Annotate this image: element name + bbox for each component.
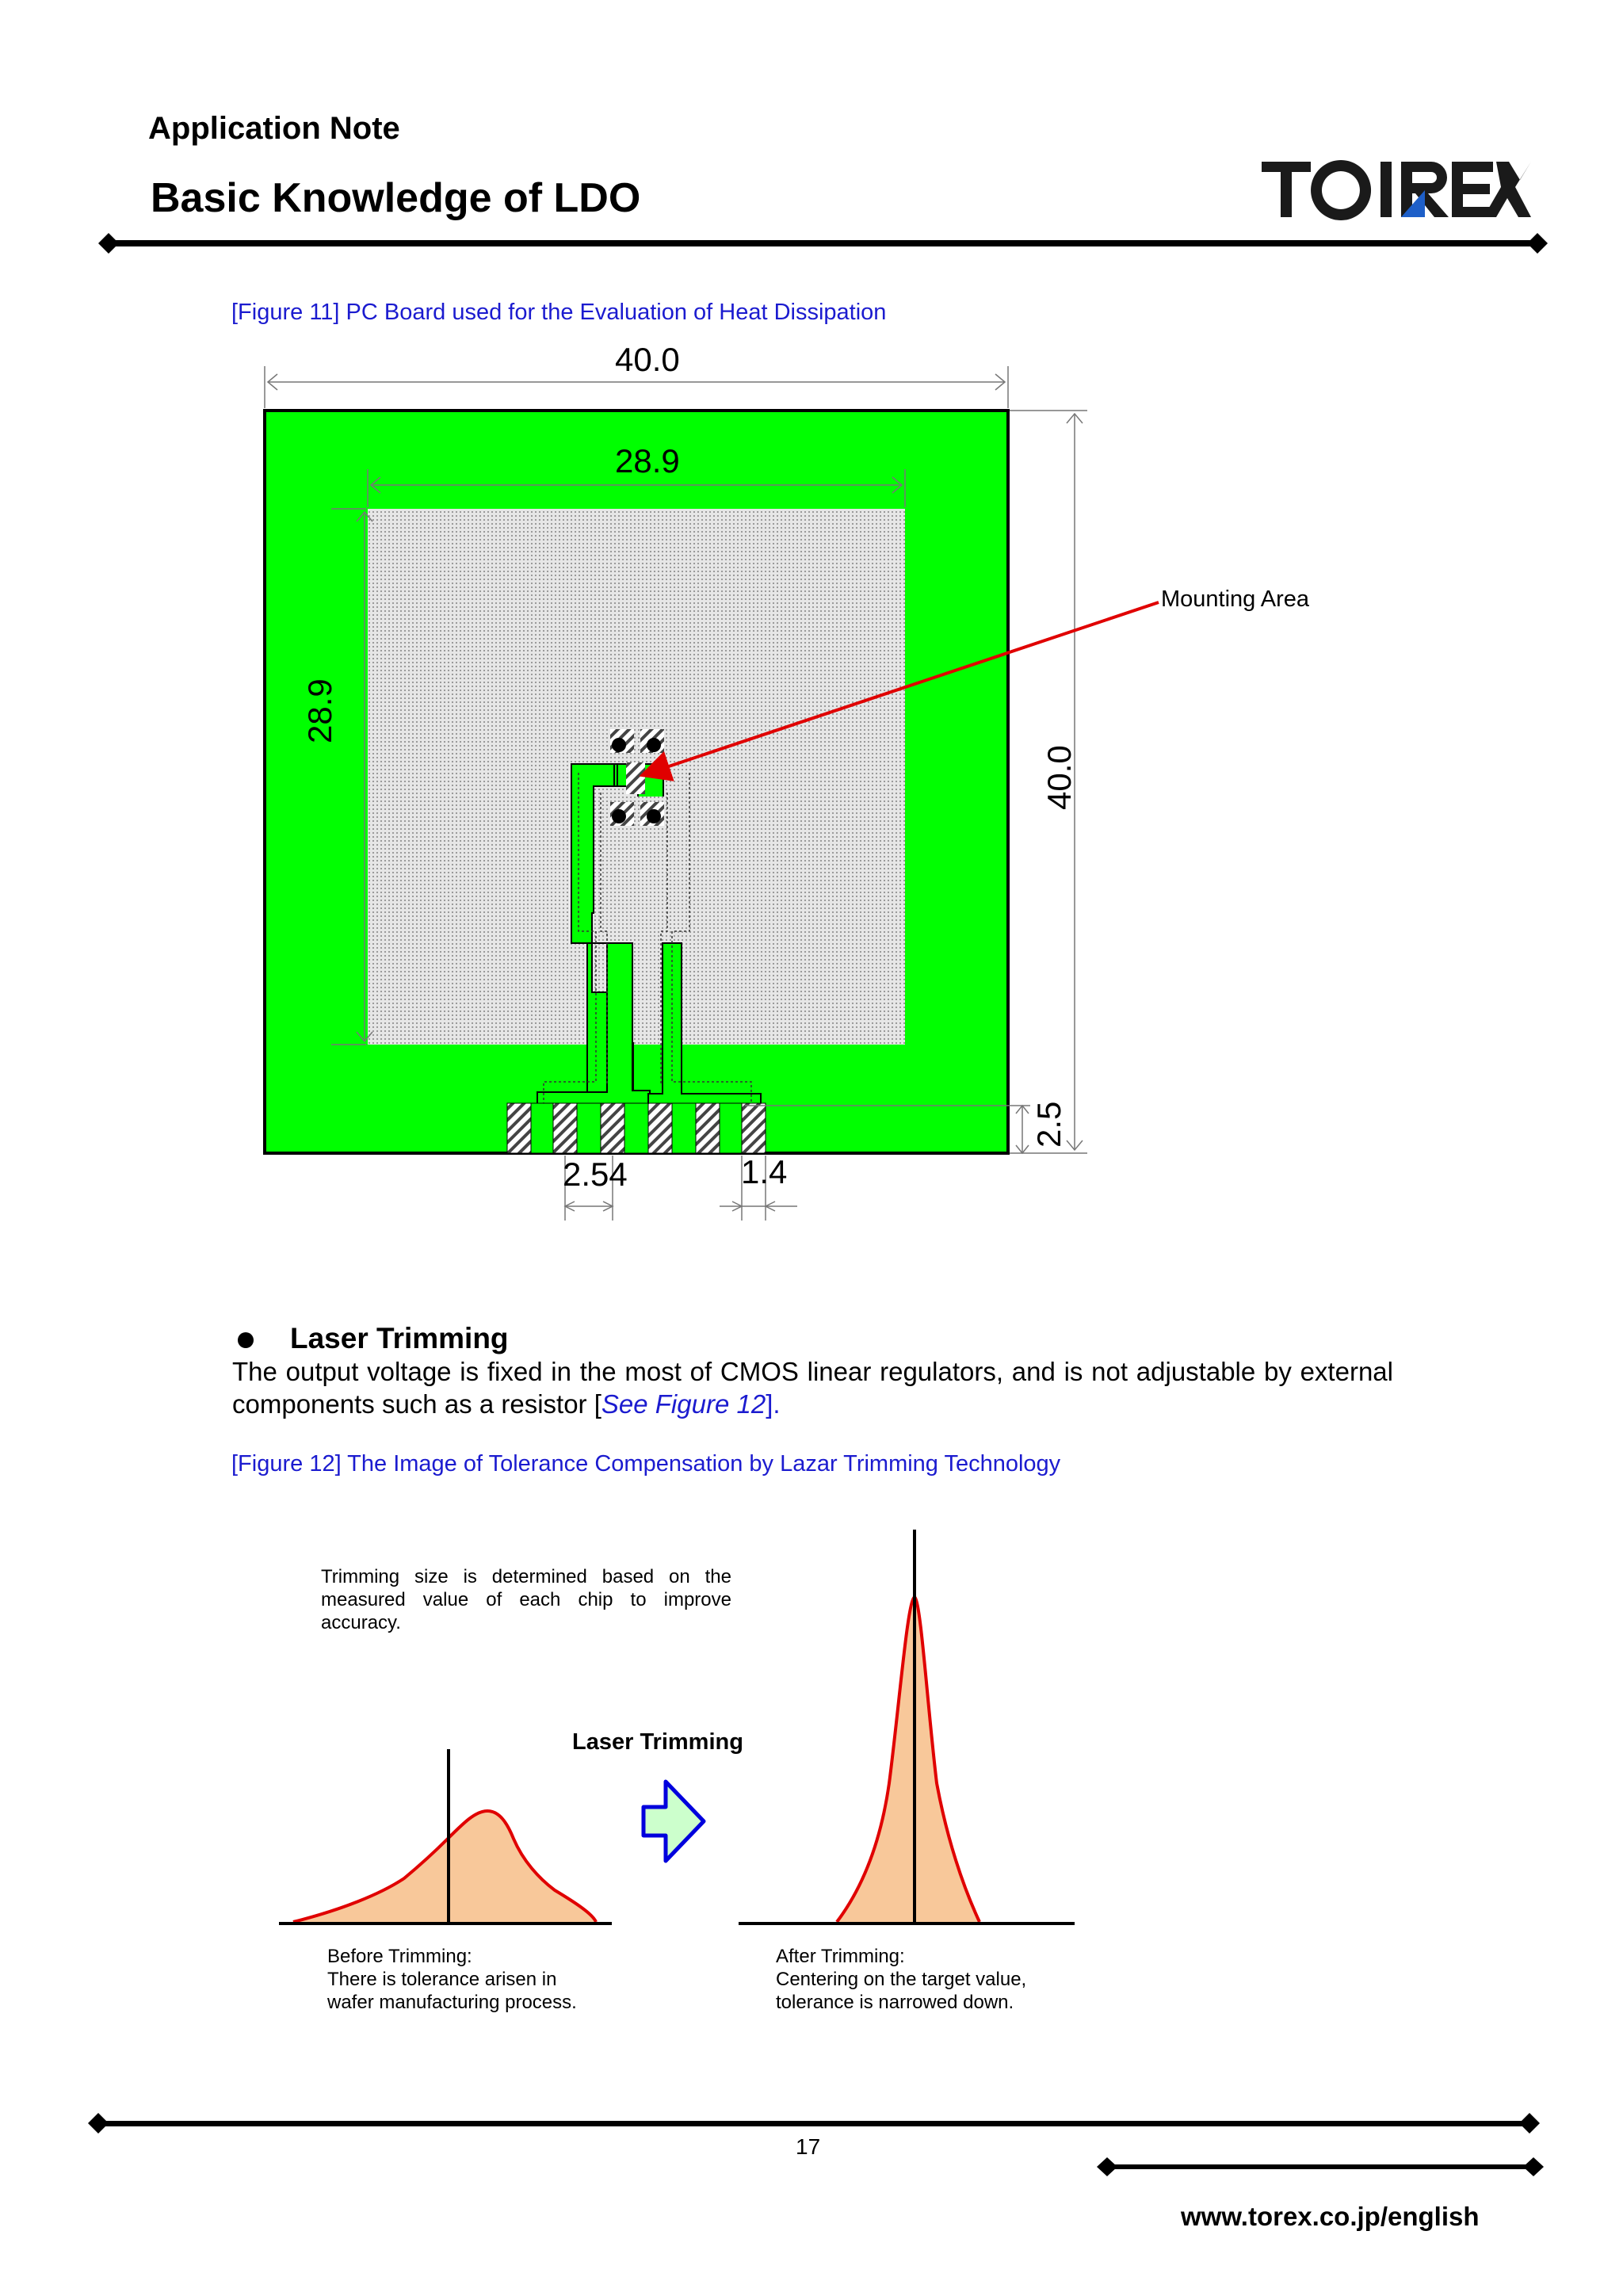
dim-pin-pitch: 2.54 bbox=[563, 1156, 628, 1193]
after-distribution bbox=[739, 1530, 1075, 1924]
paragraph-text: The output voltage is fixed in the most of CMOS linear regulators, and is not adjustable by external components such as a resistor [ bbox=[232, 1357, 1393, 1419]
after-trimming-line-2: Centering on the target value, bbox=[776, 1969, 1027, 1990]
trimming-note-line-1: Trimming size is determined based on the bbox=[321, 1566, 731, 1587]
dim-area-height: 28.9 bbox=[301, 678, 338, 743]
paragraph-text-end: ]. bbox=[766, 1389, 781, 1419]
page-title: Basic Knowledge of LDO bbox=[151, 175, 641, 221]
before-trimming-line-2: There is tolerance arisen in bbox=[327, 1969, 557, 1990]
footer-url-link[interactable]: www.torex.co.jp/english bbox=[1181, 2202, 1480, 2231]
before-trimming-line-3: wafer manufacturing process. bbox=[327, 1992, 577, 2013]
figure-11-caption: [Figure 11] PC Board used for the Evaluation of Heat Dissipation bbox=[231, 300, 887, 325]
laser-trimming-label: Laser Trimming bbox=[572, 1729, 743, 1755]
trimming-note-line-3: accuracy. bbox=[321, 1612, 401, 1633]
mounting-area-label: Mounting Area bbox=[1161, 586, 1310, 612]
figure-12-reference: See Figure 12 bbox=[601, 1389, 766, 1419]
trimming-arrow bbox=[643, 1782, 704, 1861]
doc-type-label: Application Note bbox=[148, 111, 400, 146]
figure-12-caption: [Figure 12] The Image of Tolerance Compensation by Lazar Trimming Technology bbox=[231, 1451, 1061, 1477]
dim-area-width: 28.9 bbox=[615, 442, 680, 479]
before-trimming-title: Before Trimming: bbox=[327, 1946, 472, 1967]
after-trimming-title: After Trimming: bbox=[776, 1946, 905, 1967]
before-distribution bbox=[279, 1749, 612, 1924]
page-number: 17 bbox=[796, 2134, 821, 2159]
dim-edge-clearance: 2.5 bbox=[1030, 1101, 1067, 1148]
dim-board-height: 40.0 bbox=[1041, 745, 1078, 810]
after-trimming-line-3: tolerance is narrowed down. bbox=[776, 1992, 1014, 2013]
dim-board-width: 40.0 bbox=[615, 341, 680, 378]
section-title: Laser Trimming bbox=[290, 1322, 509, 1354]
dim-pin-width: 1.4 bbox=[741, 1153, 788, 1190]
trimming-note-line-2: measured value of each chip to improve bbox=[321, 1589, 731, 1610]
